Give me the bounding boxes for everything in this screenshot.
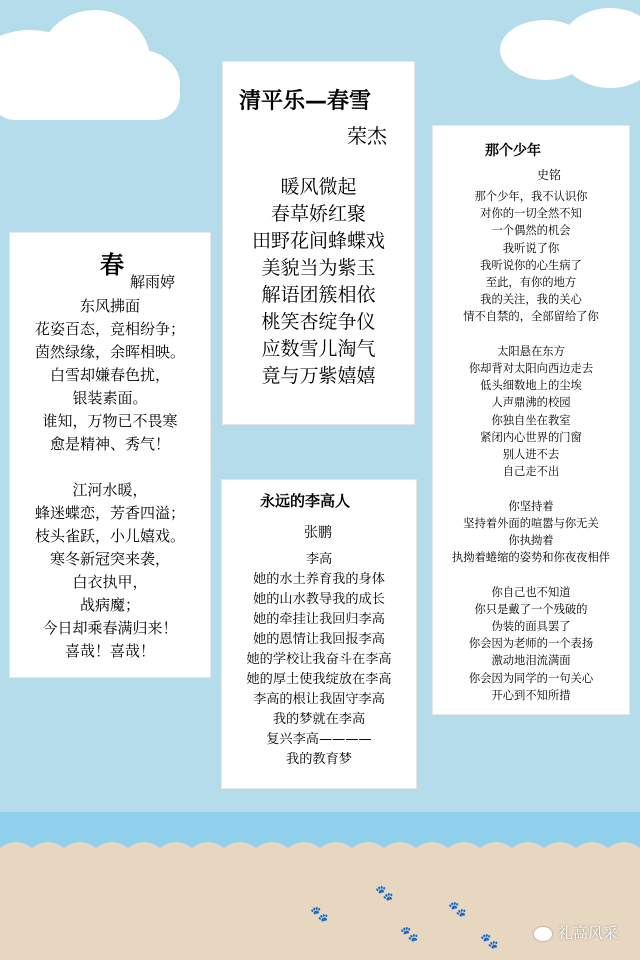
poem-line: 自己走不出 (502, 465, 560, 479)
poem-line: 情不自禁的，全部留给了你 (463, 310, 599, 324)
poem-line: 暖风微起 (280, 176, 357, 198)
paw-icon: 🐾 (448, 900, 467, 918)
poem-title: 永远的李高人 (260, 492, 351, 510)
poem-lines (223, 174, 414, 390)
poem-line: 白雪却嫌春色扰， (49, 366, 170, 384)
poem-line: 我的梦就在李高 (272, 712, 366, 727)
poem-lines (433, 188, 629, 704)
poem-line: 激动地泪流满面 (491, 654, 571, 668)
poem-line: 白衣执甲， (72, 573, 148, 591)
poem-title: 那个少年 (485, 143, 541, 159)
poem-line (433, 566, 629, 583)
watermark-text: 礼高风采 (557, 924, 618, 942)
poem-line (433, 480, 629, 497)
poem-line: 你会因为同学的一句关心 (468, 671, 594, 685)
poem-line: 你只是戴了一个残破的 (474, 602, 588, 616)
poem-line: 蜂迷蝶恋，芳香四溢； (34, 504, 185, 522)
poem-line: 执拗着蜷缩的姿势和你夜夜相伴 (451, 551, 611, 565)
poem-line: 喜哉！喜哉！ (64, 642, 155, 660)
poem-line: 低头细数地上的尘埃 (480, 379, 582, 393)
poem-line: 我的教育梦 (286, 752, 352, 767)
poem-line: 枝头雀跃，小儿嬉戏。 (34, 527, 185, 545)
poem-line: 桃笑杏绽争仪 (261, 311, 376, 333)
poem-line: 我听说你的心生病了 (480, 258, 582, 272)
poem-line: 你会因为老师的一个表扬 (468, 637, 594, 651)
wechat-icon (534, 927, 552, 941)
poem-card-shaonian (433, 126, 629, 714)
poem-line: 东风拂面 (79, 297, 140, 315)
poem-author: 张鹏 (304, 525, 332, 541)
poem-line: 你独自坐在教室 (491, 413, 571, 427)
poem-line: 应数雪儿淘气 (261, 338, 376, 360)
poem-line: 战病魔； (79, 596, 140, 614)
poem-line: 复兴李高———— (266, 732, 372, 747)
poem-line: 今日却乘春满归来！ (42, 619, 178, 637)
poem-line: 我听说了你 (502, 241, 560, 255)
poem-line: 别人进不去 (502, 448, 560, 462)
poem-line: 寒冬新冠突来袭， (49, 550, 170, 568)
poem-author: 解雨婷 (130, 273, 176, 291)
poem-card-ligao (222, 480, 416, 788)
sand-background (0, 848, 640, 960)
poem-author: 荣杰 (347, 124, 387, 148)
poem-line: 对你的一切全然不知 (480, 207, 582, 221)
poem-line: 她的牵挂让我回归李高 (253, 612, 385, 627)
paw-icon: 🐾 (400, 925, 419, 943)
poem-line: 谁知，万物已不畏寒 (42, 412, 178, 430)
poem-line: 伪装的面具罢了 (491, 620, 571, 634)
watermark (534, 922, 618, 943)
poem-line: 她的厚土使我绽放在李高 (246, 672, 392, 687)
poem-line: 茵然绿缘，余晖相映。 (34, 343, 185, 361)
poem-line: 那个少年，我不认识你 (474, 190, 588, 203)
poem-line: 李高 (305, 552, 333, 567)
poem-line: 愈是精神、秀气！ (49, 435, 170, 453)
poem-line: 至此，有你的地方 (485, 276, 577, 290)
poem-line: 美貌当为紫玉 (261, 257, 376, 279)
paw-icon: 🐾 (375, 884, 394, 902)
poem-line: 你却背对太阳向西边走去 (468, 362, 594, 376)
poem-line: 她的山水教导我的成长 (253, 592, 385, 607)
poem-title: 清平乐—春雪 (239, 89, 372, 114)
poem-line (10, 456, 210, 479)
poem-line: 她的水土养育我的身体 (253, 572, 385, 587)
poem-title: 春 (100, 251, 124, 279)
poem-line: 解语团簇相依 (261, 284, 376, 306)
poem-line: 春草娇红聚 (270, 203, 366, 225)
poem-line (433, 326, 629, 343)
poem-line: 银装素面。 (72, 389, 148, 407)
poem-line: 你坚持着 (508, 499, 554, 513)
poem-line: 江河水暖， (72, 481, 148, 499)
poem-lines (10, 295, 210, 663)
poem-line: 田野花间蜂蝶戏 (251, 230, 385, 252)
poem-line: 你自己也不知道 (491, 585, 571, 599)
poem-line: 开心到不知所措 (491, 688, 571, 702)
poem-line: 她的恩情让我回报李高 (253, 632, 385, 647)
paw-icon: 🐾 (310, 905, 329, 923)
poem-card-qingpingle (223, 62, 414, 424)
poem-line: 太阳悬在东方 (497, 344, 565, 358)
poem-lines (222, 550, 416, 770)
poem-line: 坚持着外面的喧嚣与你无关 (463, 516, 599, 530)
paw-icon: 🐾 (480, 932, 499, 950)
poem-line: 她的学校让我奋斗在李高 (246, 652, 392, 667)
poem-line: 竟与万紫嬉嬉 (261, 365, 376, 387)
poem-line: 我的关注，我的关心 (480, 293, 582, 307)
poem-card-chun (10, 233, 210, 677)
poem-line: 李高的根让我固守李高 (253, 692, 385, 707)
poem-author: 史铭 (537, 168, 562, 182)
poem-line: 一个偶然的机会 (491, 224, 571, 238)
poem-line: 紧闭内心世界的门窗 (480, 430, 582, 444)
poem-line: 人声鼎沸的校园 (491, 396, 571, 410)
poem-line: 你执拗着 (508, 534, 554, 548)
poem-line: 花姿百态，竞相纷争； (34, 320, 185, 338)
